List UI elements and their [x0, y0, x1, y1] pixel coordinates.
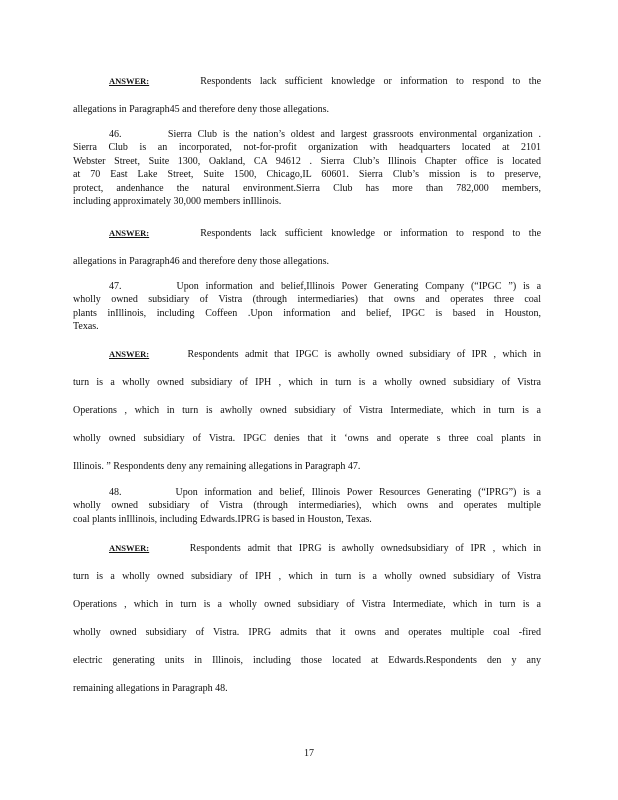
answer-48-line3: Operations , which in turn is a wholly owned subsidiary of Vistra Intermediate, which in turn is a	[73, 599, 541, 610]
page-number: 17	[304, 748, 314, 759]
answer-48-line4: wholly owned subsidiary of Vistra. IPRG admits that it owns and operates multiple coal -fired	[73, 627, 541, 638]
answer-48	[73, 534, 541, 703]
paragraph-number: 46.	[109, 129, 122, 140]
p47-line3: plants inIllinois, including Coffeen .Upon information and belief, IPGC is based in Houston,	[73, 307, 541, 319]
p46-line3: Webster Street, Suite 1300, Oakland, CA 94612 . Sierra Club’s Illinois Chapter office is located	[73, 155, 541, 167]
answer-46-line2: allegations in Paragraph46 and therefore deny those allegations.	[73, 256, 330, 267]
paragraph-number: 48.	[109, 487, 122, 498]
answer-48-line6: remaining allegations in Paragraph 48.	[73, 683, 228, 694]
answer-46-line1: Respondents lack sufficient knowledge or information to respond to the	[200, 228, 542, 239]
answer-47-line4: wholly owned subsidiary of Vistra. IPGC denies that it ‘owns and operate s three coal plants in	[73, 433, 541, 444]
p47-line2: wholly owned subsidiary of Vistra (through intermediaries) that owns and operates three coal	[73, 294, 541, 306]
paragraph-48	[73, 486, 541, 526]
answer-47-line2: turn is a wholly owned subsidiary of IPH , which in turn is a wholly owned subsidiary of Vistra	[73, 377, 541, 388]
paragraph-47	[73, 280, 541, 334]
p48-line2: wholly owned subsidiary of Vistra (through intermediaries), which owns and operates multiple	[73, 500, 541, 512]
answer-label: ANSWER:	[109, 349, 150, 359]
answer-label: ANSWER:	[109, 228, 150, 238]
answer-48-line1: Respondents admit that IPRG is awholly ownedsubsidiary of IPR , which in	[189, 543, 541, 554]
answer-label: ANSWER:	[109, 543, 150, 553]
answer-46	[73, 219, 541, 276]
paragraph-46	[73, 128, 541, 208]
p47-line4: Texas.	[73, 321, 99, 333]
answer-45-line2: allegations in Paragraph45 and therefore deny those allegations.	[73, 104, 330, 115]
p46-line6: including approximately 30,000 members inIllinois.	[73, 196, 282, 208]
answer-47-line1: Respondents admit that IPGC is awholly owned subsidiary of IPR , which in	[187, 349, 541, 360]
paragraph-number: 47.	[109, 281, 122, 292]
answer-45	[73, 67, 541, 124]
p47-line1: Upon information and belief,Illinois Power Generating Company (“IPGC ”) is a	[176, 281, 542, 292]
answer-47	[73, 340, 541, 481]
answer-47-line3: Operations , which in turn is awholly owned subsidiary of Vistra Intermediate, which in turn is a	[73, 405, 541, 416]
answer-48-line5: electric generating units in Illinois, including those located at Edwards.Respondents den y any	[73, 655, 541, 666]
p46-line5: protect, andenhance the natural environment.Sierra Club has more than 782,000 members,	[73, 182, 541, 194]
p46-line4: at 70 East Lake Street, Suite 1500, Chicago,IL 60601. Sierra Club’s mission is to preserve,	[73, 169, 541, 181]
p48-line3: coal plants inIllinois, including Edwards.IPRG is based in Houston, Texas.	[73, 513, 372, 525]
answer-47-line5: Illinois. ” Respondents deny any remaining allegations in Paragraph 47.	[73, 461, 361, 472]
answer-45-line1: Respondents lack sufficient knowledge or information to respond to the	[200, 76, 542, 87]
p46-line1: Sierra Club is the nation’s oldest and largest grassroots environmental organization .	[167, 129, 541, 140]
p46-line2: Sierra Club is an incorporated, not-for-profit organization with headquarters located at 2101	[73, 142, 541, 154]
answer-label: ANSWER:	[109, 76, 150, 86]
p48-line1: Upon information and belief, Illinois Power Resources Generating (“IPRG”) is a	[175, 487, 541, 498]
answer-48-line2: turn is a wholly owned subsidiary of IPH , which in turn is a wholly owned subsidiary of Vistra	[73, 571, 541, 582]
